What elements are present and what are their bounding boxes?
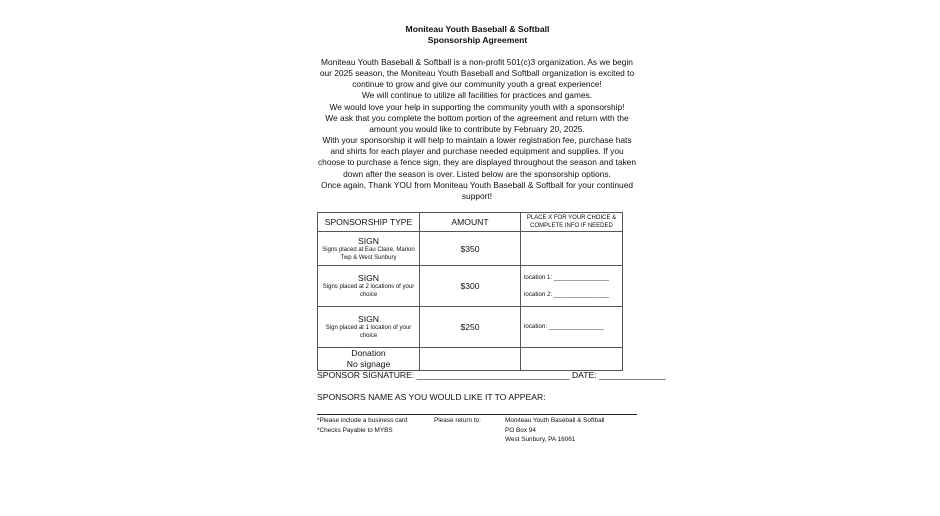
intro-line: Once again, Thank YOU from Moniteau Youth Baseball & Softball for your continued xyxy=(320,179,634,190)
sponsorship-type: SIGN xyxy=(357,235,379,246)
amount-cell: $250 xyxy=(420,307,521,348)
intro-line: We ask that you complete the bottom portion of the agreement and return with the xyxy=(325,112,629,123)
intro-line: Moniteau Youth Baseball & Softball is a non-profit 501(c)3 organization. As we begin xyxy=(321,57,633,67)
header-amount: AMOUNT xyxy=(420,213,521,232)
intro-line: With your sponsorship it will help to maintain a lower registration fee, purchase hats xyxy=(322,135,632,146)
choice-cell[interactable] xyxy=(521,266,623,307)
amount-cell: $350 xyxy=(420,232,521,266)
sponsorship-detail: Signs placed at 2 locations of your choice xyxy=(322,284,415,298)
choice-cell[interactable] xyxy=(521,307,623,348)
sponsorship-type-cell xyxy=(318,232,420,266)
amount-cell: $300 xyxy=(420,266,521,307)
intro-line: amount you would like to contribute by February 20, 2025. xyxy=(369,123,585,134)
note-business-card: *Please include a business card xyxy=(317,417,408,424)
sponsorship-type: SIGN xyxy=(357,273,379,283)
intro-line: We will continue to utilize all facilities for practices and games. xyxy=(361,90,593,101)
intro-line: choose to purchase a fence sign, they are displayed throughout the season and taken xyxy=(317,157,636,168)
table-header-row xyxy=(318,213,623,232)
sponsor-name-line[interactable]: SPONSORS NAME AS YOU WOULD LIKE IT TO APPEAR: xyxy=(317,392,546,402)
sponsorship-type: SIGN xyxy=(357,314,379,324)
choice-cell[interactable] xyxy=(521,232,623,266)
sponsorship-type: Donation xyxy=(351,348,386,358)
address-line: PO Box 94 xyxy=(505,426,536,434)
signature-line[interactable]: SPONSOR SIGNATURE: ________________________________ DATE: ______________ xyxy=(317,370,666,380)
sponsorship-detail: Signs placed at Eau Claire, Marion Twp & West Sunbury xyxy=(322,246,415,261)
header-sponsorship-type: SPONSORSHIP TYPE xyxy=(318,213,420,232)
header-choice: PLACE X FOR YOUR CHOICE & COMPLETE INFO IF NEEDED xyxy=(521,213,623,232)
return-label: Please return to: xyxy=(434,417,481,424)
sponsorship-type-cell xyxy=(318,348,420,371)
location-field[interactable]: location: ________________ xyxy=(524,323,604,330)
table-row xyxy=(318,232,623,266)
intro-line: and shirts for each player and purchase needed equipment and supplies. If you xyxy=(330,146,624,157)
footer-notes xyxy=(317,416,408,435)
address-line: West Sunbury, PA 16061 xyxy=(505,436,576,443)
intro-line: We would love your help in supporting the community youth with a sponsorship! xyxy=(329,101,625,112)
sponsorship-type-cell xyxy=(318,307,420,348)
document-title: Moniteau Youth Baseball & Softball xyxy=(405,24,550,34)
note-checks-payable: *Checks Payable to MYBS xyxy=(317,426,393,434)
table-row xyxy=(318,266,623,307)
intro-line: our 2025 season, the Moniteau Youth Baseball and Softball organization is excited to xyxy=(319,68,635,79)
document-subtitle: Sponsorship Agreement xyxy=(427,35,528,45)
location-2-field[interactable]: location 2: ________________ xyxy=(524,290,609,298)
location-1-field[interactable]: location 1: ________________ xyxy=(524,273,609,281)
intro-paragraph xyxy=(316,57,638,202)
choice-cell[interactable] xyxy=(521,348,623,371)
amount-cell xyxy=(420,348,521,371)
address-line: Moniteau Youth Baseball & Softball xyxy=(505,417,605,424)
intro-line: support! xyxy=(461,190,493,201)
divider xyxy=(317,414,637,415)
intro-line: down after the season is over. Listed below are the sponsorship options. xyxy=(343,168,611,179)
sponsorship-options-table xyxy=(317,212,623,371)
table-row xyxy=(318,348,623,371)
sponsorship-detail: Sign placed at 1 location of your choice xyxy=(325,325,412,339)
return-address xyxy=(505,416,604,445)
table-row xyxy=(318,307,623,348)
sponsorship-detail: No signage xyxy=(346,359,391,369)
sponsorship-type-cell xyxy=(318,266,420,307)
intro-line: continue to grow and give our community youth a great experience! xyxy=(352,79,602,90)
